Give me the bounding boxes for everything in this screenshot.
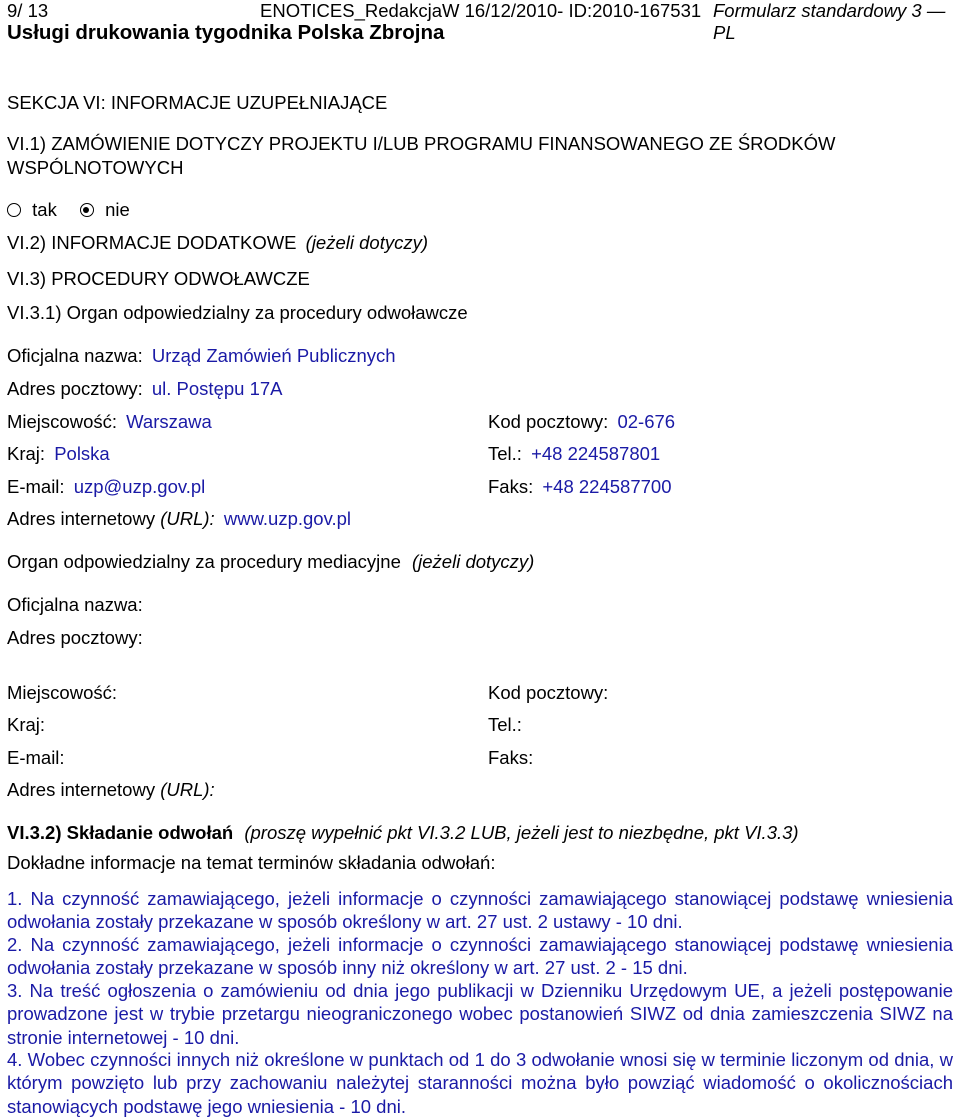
mediation-address-label: Adres pocztowy: — [7, 627, 143, 648]
mediation-url-row — [7, 779, 215, 801]
vi32-heading — [7, 822, 799, 844]
url-link[interactable]: www.uzp.gov.pl — [223, 508, 352, 529]
radio-nie[interactable] — [80, 203, 94, 217]
country-label: Kraj: — [7, 443, 46, 464]
mediation-name-label: Oficjalna nazwa: — [7, 594, 143, 615]
email-link[interactable]: uzp@uzp.gov.pl — [73, 476, 206, 497]
appeal-city-row — [7, 411, 212, 433]
vi1-heading-line1: VI.1) ZAMÓWIENIE DOTYCZY PROJEKTU I/LUB PROGRAMU FINANSOWANEGO ZE ŚRODKÓW — [7, 133, 836, 154]
fax: +48 224587700 — [542, 476, 672, 497]
postal-address: ul. Postępu 17A — [151, 378, 283, 399]
name-label: Oficjalna nazwa: — [7, 345, 143, 366]
official-name: Urząd Zamówień Publicznych — [151, 345, 396, 366]
vi1-heading-line2: WSPÓLNOTOWYCH — [7, 157, 184, 178]
url-label: Adres internetowy — [7, 508, 156, 529]
appeal-postcode-row — [488, 411, 675, 433]
country: Polska — [54, 443, 110, 464]
appeal-email-row — [7, 476, 205, 498]
mediation-postcode-label: Kod pocztowy: — [488, 682, 609, 703]
radio-tak[interactable] — [7, 203, 21, 217]
url-label-note: (URL): — [160, 508, 215, 529]
vi2-note: (jeżeli dotyczy) — [305, 232, 428, 253]
address-label: Adres pocztowy: — [7, 378, 143, 399]
appeal-url-row — [7, 508, 351, 530]
vi32-note: (proszę wypełnić pkt VI.3.2 LUB, jeżeli jest to niezbędne, pkt VI.3.3) — [244, 822, 799, 843]
city: Warszawa — [126, 411, 212, 432]
appeal-name-row — [7, 345, 396, 367]
page-number: 9/ 13 — [7, 0, 49, 21]
appeal-address-row — [7, 378, 283, 400]
vi32-title: VI.3.2) Składanie odwołań — [7, 822, 234, 843]
mediation-country-label: Kraj: — [7, 714, 46, 735]
vi31-heading: VI.3.1) Organ odpowiedzialny za procedury odwoławcze — [7, 302, 468, 323]
deadline-paragraph-1: 1. Na czynność zamawiającego, jeżeli informacje o czynności zamawiającego stanowiącej podstawę wniesienia odwołania zostały przekazane w sposób określony w art. 27 ust. 2 ustawy - 10 dni. — [7, 888, 953, 933]
mediation-email-label: E-mail: — [7, 747, 65, 768]
deadline-paragraph-2: 2. Na czynność zamawiającego, jeżeli informacje o czynności zamawiającego stanowiącej podstawę wniesienia odwołania zostały przekazane w sposób inny niż określony w art. 27 ust. 2 - 15 dni. — [7, 934, 953, 979]
vi32-subtitle: Dokładne informacje na temat terminów składania odwołań: — [7, 852, 496, 873]
postcode-label: Kod pocztowy: — [488, 411, 609, 432]
notice-id: ENOTICES_RedakcjaW 16/12/2010- ID:2010-167531 — [260, 0, 702, 21]
email-label: E-mail: — [7, 476, 65, 497]
tel-label: Tel.: — [488, 443, 522, 464]
city-label: Miejscowość: — [7, 411, 117, 432]
mediation-title: Organ odpowiedzialny za procedury mediacyjne — [7, 551, 401, 572]
radio-tak-label: tak — [32, 199, 57, 220]
tel: +48 224587801 — [531, 443, 661, 464]
deadline-paragraph-3: 3. Na treść ogłoszenia o zamówieniu od dnia jego publikacji w Dzienniku Urzędowym UE, a jeżeli postępowanie prowadzone jest w trybie przetargu nieograniczonego wobec postanowień SIWZ od dnia zamieszczenia SIWZ na stronie internetowej - 10 dni. — [7, 980, 953, 1048]
document-title: Usługi drukowania tygodnika Polska Zbrojna — [7, 21, 445, 44]
mediation-tel-label: Tel.: — [488, 714, 522, 735]
mediation-url-label: Adres internetowy — [7, 779, 156, 800]
form-name: Formularz standardowy 3 — PL — [713, 0, 946, 43]
appeal-country-row — [7, 443, 110, 465]
fax-label: Faks: — [488, 476, 534, 497]
appeal-tel-row — [488, 443, 660, 465]
deadline-paragraph-4: 4. Wobec czynności innych niż określone w punktach od 1 do 3 odwołanie wnosi się w terminie liczonym od dnia, w którym powzięto lub przy zachowaniu należytej staranności można było powziąć wiadomość o okolicznościach stanowiących podstawę jego wniesienia - 10 dni. — [7, 1049, 953, 1117]
radio-nie-label: nie — [105, 199, 130, 220]
section-title: SEKCJA VI: INFORMACJE UZUPEŁNIAJĄCE — [7, 92, 388, 113]
mediation-city-label: Miejscowość: — [7, 682, 117, 703]
appeal-fax-row — [488, 476, 672, 498]
vi3-heading: VI.3) PROCEDURY ODWOŁAWCZE — [7, 268, 310, 289]
vi2-heading — [7, 232, 428, 254]
mediation-heading — [7, 551, 534, 573]
mediation-note: (jeżeli dotyczy) — [412, 551, 535, 572]
mediation-url-label-note: (URL): — [160, 779, 215, 800]
postcode: 02-676 — [617, 411, 676, 432]
eu-funding-radio-group — [7, 199, 130, 221]
vi2-title: VI.2) INFORMACJE DODATKOWE — [7, 232, 297, 253]
mediation-fax-label: Faks: — [488, 747, 534, 768]
